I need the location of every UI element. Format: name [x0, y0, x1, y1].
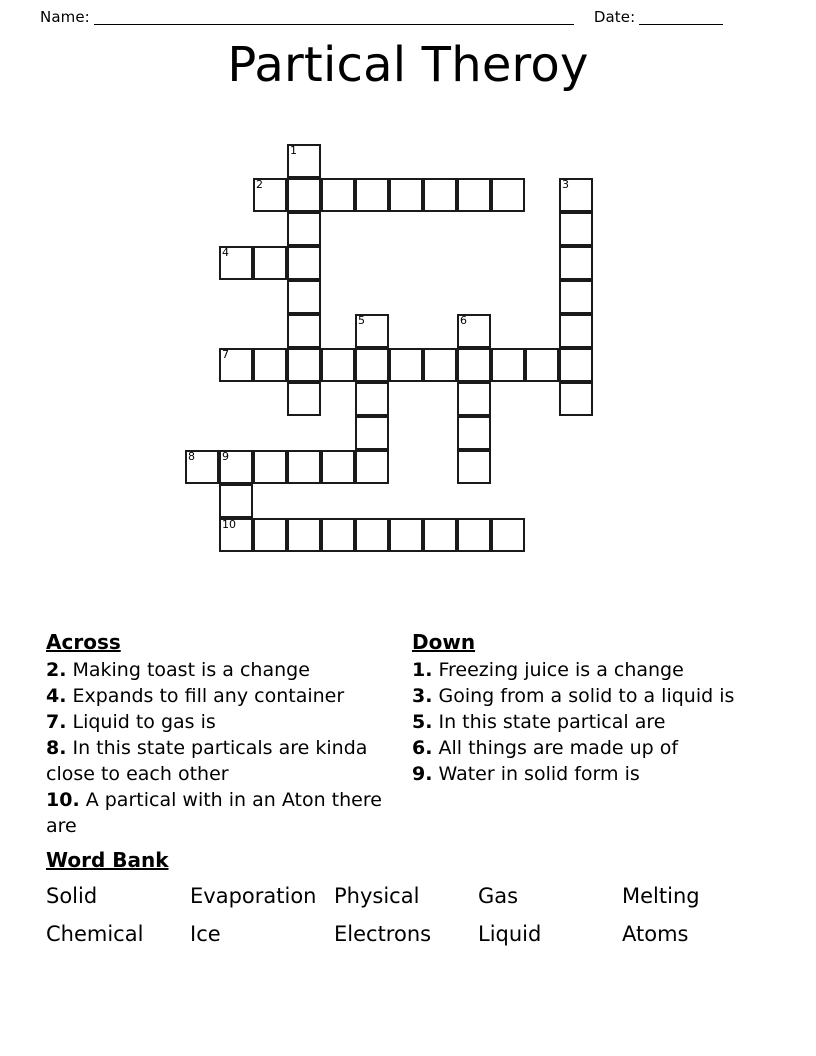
- cell-number: 10: [222, 518, 236, 531]
- word-bank-word: Gas: [478, 884, 519, 908]
- crossword-cell[interactable]: [287, 144, 321, 178]
- crossword-cell[interactable]: [423, 518, 457, 552]
- crossword-cell[interactable]: [287, 518, 321, 552]
- crossword-cell[interactable]: [321, 450, 355, 484]
- name-label: Name:: [40, 8, 90, 26]
- clue-number: 1.: [412, 659, 433, 681]
- cell-number: 4: [222, 246, 229, 259]
- across-clues-column: [46, 628, 398, 839]
- across-heading: Across: [46, 630, 121, 654]
- crossword-cell[interactable]: [287, 382, 321, 416]
- crossword-cell[interactable]: [355, 348, 389, 382]
- crossword-cell[interactable]: [185, 450, 219, 484]
- word-bank-heading: Word Bank: [46, 848, 169, 872]
- clue-number: 3.: [412, 685, 433, 707]
- crossword-cell[interactable]: [287, 450, 321, 484]
- clue-item: [412, 683, 760, 709]
- crossword-cell[interactable]: [287, 348, 321, 382]
- down-clue-list: [412, 657, 760, 787]
- crossword-cell[interactable]: [287, 280, 321, 314]
- clue-number: 10.: [46, 789, 80, 811]
- crossword-cell[interactable]: [559, 212, 593, 246]
- word-bank-row: [46, 881, 770, 919]
- clue-text: In this state particals are kinda close to each other: [46, 737, 368, 785]
- crossword-cell[interactable]: [491, 518, 525, 552]
- crossword-cell[interactable]: [559, 178, 593, 212]
- clue-item: [46, 709, 398, 735]
- crossword-cell[interactable]: [287, 212, 321, 246]
- clue-item: [412, 735, 760, 761]
- crossword-cell[interactable]: [287, 314, 321, 348]
- clue-text: In this state partical are: [432, 711, 666, 733]
- crossword-cell[interactable]: [355, 518, 389, 552]
- crossword-cell[interactable]: [423, 178, 457, 212]
- down-clues-column: [412, 628, 760, 787]
- page-title: Partical Theroy: [227, 37, 589, 93]
- crossword-cell[interactable]: [253, 178, 287, 212]
- clue-item: [46, 735, 398, 787]
- crossword-cell[interactable]: [457, 416, 491, 450]
- crossword-cell[interactable]: [457, 348, 491, 382]
- word-bank-word: Solid: [46, 884, 98, 908]
- clue-text: Making toast is a change: [66, 659, 310, 681]
- crossword-cell[interactable]: [491, 178, 525, 212]
- word-bank-word: Liquid: [478, 922, 542, 946]
- crossword-grid: [185, 144, 605, 564]
- word-bank-row: [46, 919, 770, 957]
- clue-text: Freezing juice is a change: [432, 659, 684, 681]
- crossword-cell[interactable]: [253, 450, 287, 484]
- clue-text: Liquid to gas is: [66, 711, 216, 733]
- crossword-cell[interactable]: [559, 348, 593, 382]
- crossword-cell[interactable]: [457, 518, 491, 552]
- crossword-cell[interactable]: [389, 178, 423, 212]
- across-clue-list: [46, 657, 398, 839]
- crossword-cell[interactable]: [321, 348, 355, 382]
- crossword-cell[interactable]: [389, 348, 423, 382]
- crossword-cell[interactable]: [253, 348, 287, 382]
- cell-number: 6: [460, 314, 467, 327]
- crossword-cell[interactable]: [559, 246, 593, 280]
- word-bank-word: Atoms: [622, 922, 689, 946]
- worksheet-header: [40, 0, 776, 26]
- cell-number: 9: [222, 450, 229, 463]
- down-heading: Down: [412, 630, 476, 654]
- clue-number: 2.: [46, 659, 67, 681]
- crossword-cell[interactable]: [219, 450, 253, 484]
- clue-number: 6.: [412, 737, 433, 759]
- crossword-cell[interactable]: [219, 484, 253, 518]
- crossword-cell[interactable]: [457, 314, 491, 348]
- crossword-cell[interactable]: [389, 518, 423, 552]
- clue-number: 4.: [46, 685, 67, 707]
- crossword-cell[interactable]: [423, 348, 457, 382]
- crossword-cell[interactable]: [355, 450, 389, 484]
- crossword-cell[interactable]: [321, 178, 355, 212]
- clue-number: 7.: [46, 711, 67, 733]
- clue-item: [46, 683, 398, 709]
- crossword-cell[interactable]: [287, 178, 321, 212]
- cell-number: 1: [290, 144, 297, 157]
- crossword-cell[interactable]: [491, 348, 525, 382]
- name-write-in-line[interactable]: [94, 10, 574, 25]
- clue-item: [46, 787, 398, 839]
- crossword-cell[interactable]: [559, 382, 593, 416]
- clue-number: 9.: [412, 763, 433, 785]
- crossword-cell[interactable]: [457, 450, 491, 484]
- clue-number: 8.: [46, 737, 67, 759]
- crossword-cell[interactable]: [355, 382, 389, 416]
- cell-number: 2: [256, 178, 263, 191]
- word-bank-word: Chemical: [46, 922, 144, 946]
- cell-number: 7: [222, 348, 229, 361]
- crossword-cell[interactable]: [457, 178, 491, 212]
- clue-text: Water in solid form is: [432, 763, 640, 785]
- word-bank-word: Ice: [190, 922, 221, 946]
- crossword-cell[interactable]: [219, 518, 253, 552]
- crossword-cell[interactable]: [355, 314, 389, 348]
- clue-number: 5.: [412, 711, 433, 733]
- clue-text: Going from a solid to a liquid is: [432, 685, 735, 707]
- cell-number: 5: [358, 314, 365, 327]
- crossword-cell[interactable]: [559, 314, 593, 348]
- crossword-cell[interactable]: [525, 348, 559, 382]
- clue-text: Expands to fill any container: [66, 685, 345, 707]
- clue-item: [46, 657, 398, 683]
- cell-number: 8: [188, 450, 195, 463]
- crossword-cell[interactable]: [355, 416, 389, 450]
- date-write-in-line[interactable]: [639, 10, 723, 25]
- crossword-cell[interactable]: [253, 246, 287, 280]
- word-bank-word: Evaporation: [190, 884, 317, 908]
- cell-number: 3: [562, 178, 569, 191]
- crossword-cell[interactable]: [559, 280, 593, 314]
- word-bank-word: Physical: [334, 884, 420, 908]
- crossword-cell[interactable]: [321, 518, 355, 552]
- crossword-cell[interactable]: [219, 348, 253, 382]
- clue-item: [412, 657, 760, 683]
- crossword-cell[interactable]: [219, 246, 253, 280]
- date-label: Date:: [593, 8, 636, 26]
- clue-text: A partical with in an Aton there are: [46, 789, 382, 837]
- clue-text: All things are made up of: [432, 737, 679, 759]
- clue-item: [412, 709, 760, 735]
- crossword-cell[interactable]: [287, 246, 321, 280]
- word-bank: [46, 845, 770, 957]
- crossword-cell[interactable]: [355, 178, 389, 212]
- crossword-cell[interactable]: [457, 382, 491, 416]
- crossword-cell[interactable]: [253, 518, 287, 552]
- word-bank-grid: [46, 881, 770, 957]
- word-bank-word: Melting: [622, 884, 700, 908]
- clue-item: [412, 761, 760, 787]
- word-bank-word: Electrons: [334, 922, 432, 946]
